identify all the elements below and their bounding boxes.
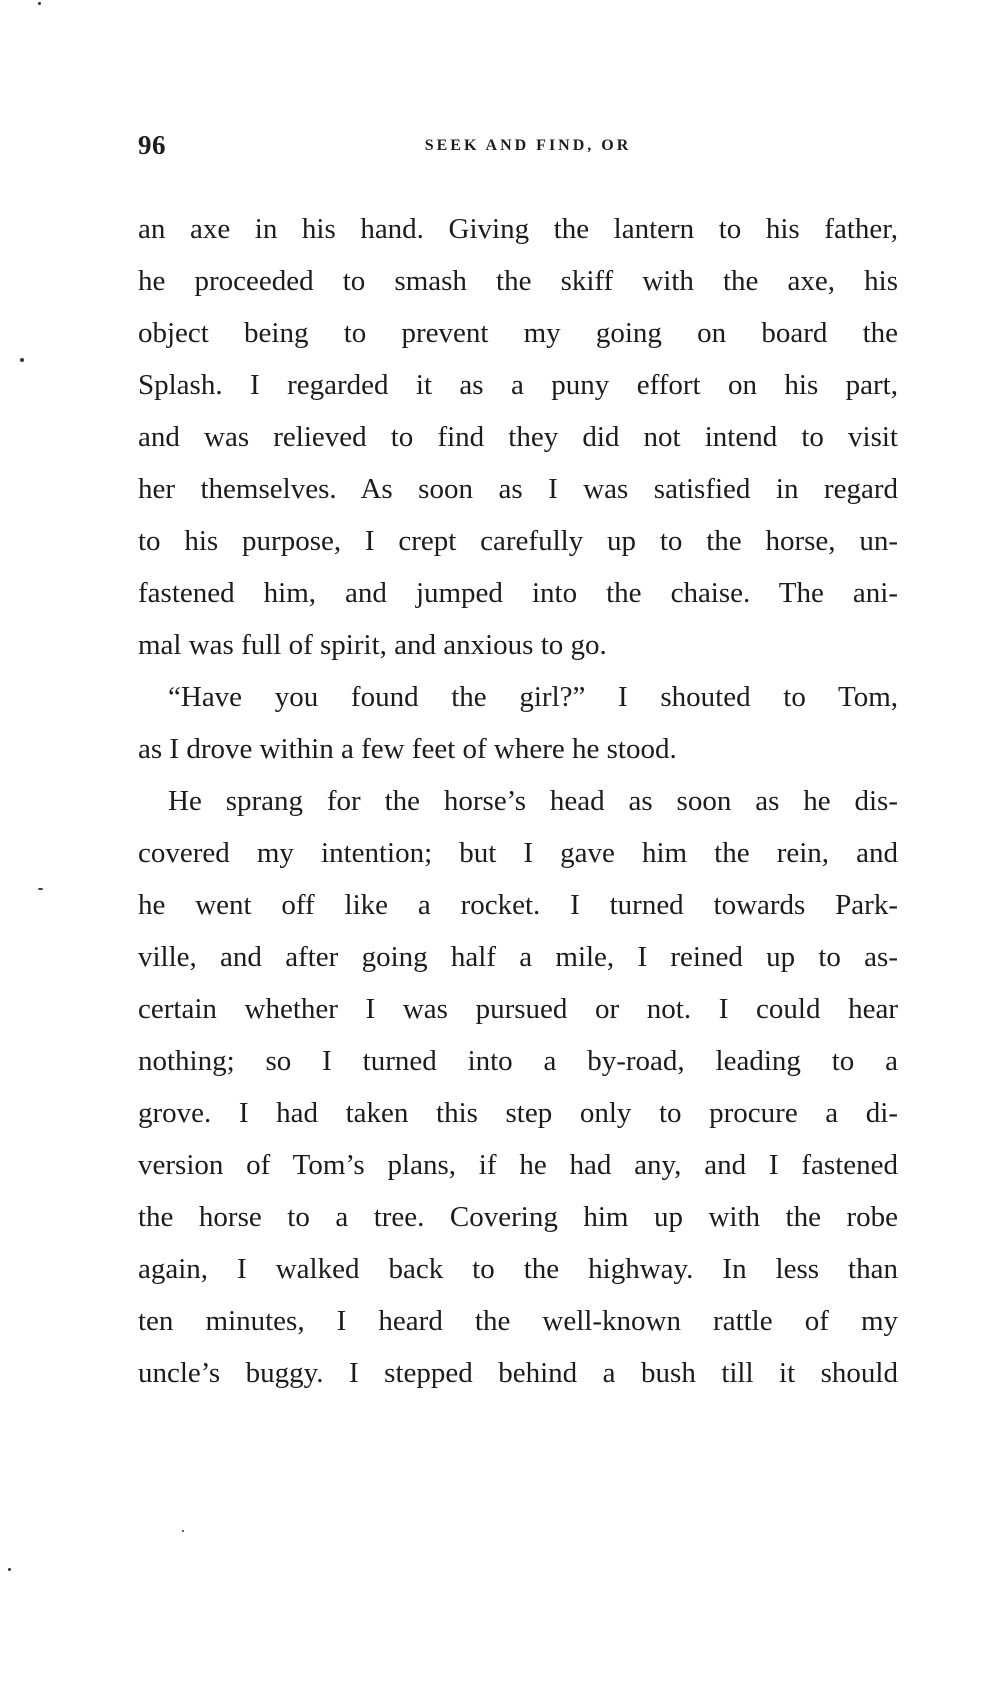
body-text — [138, 203, 898, 1399]
text-line: “Have you found the girl?” I shouted to Tom, — [168, 681, 898, 713]
text-line: ten minutes, I heard the well-known rattle of my — [138, 1305, 898, 1337]
text-line: ville, and after going half a mile, I reined up to as- — [138, 941, 898, 973]
text-line: object being to prevent my going on board the — [138, 317, 898, 349]
text-line: again, I walked back to the highway. In less than — [138, 1253, 898, 1285]
text-line: an axe in his hand. Giving the lantern to his father, — [138, 213, 898, 245]
page-number: 96 — [138, 130, 166, 160]
page-header — [138, 130, 898, 170]
running-head: SEEK AND FIND, OR — [424, 137, 632, 154]
text-line: her themselves. As soon as I was satisfied in regard — [138, 473, 898, 505]
text-line: grove. I had taken this step only to procure a di- — [138, 1097, 898, 1129]
scan-speck — [20, 358, 24, 362]
text-line: fastened him, and jumped into the chaise. The ani- — [138, 577, 898, 609]
text-line: and was relieved to find they did not intend to visit — [138, 421, 898, 453]
scan-speck — [38, 888, 43, 890]
paragraph-3 — [138, 775, 898, 1399]
text-line: covered my intention; but I gave him the rein, and — [138, 837, 898, 869]
paragraph-2 — [138, 671, 898, 775]
text-line: certain whether I was pursued or not. I could hear — [138, 993, 898, 1025]
text-line: the horse to a tree. Covering him up with the robe — [138, 1201, 898, 1233]
text-line: uncle’s buggy. I stepped behind a bush till it should — [138, 1357, 898, 1389]
text-line: He sprang for the horse’s head as soon as he dis- — [168, 785, 898, 817]
text-line: to his purpose, I crept carefully up to the horse, un- — [138, 525, 898, 557]
scan-speck — [38, 2, 41, 5]
text-line: he went off like a rocket. I turned towards Park- — [138, 889, 898, 921]
scan-speck — [182, 1530, 184, 1532]
text-line: as I drove within a few feet of where he stood. — [138, 733, 677, 765]
text-line: Splash. I regarded it as a puny effort on his part, — [138, 369, 898, 401]
text-line: version of Tom’s plans, if he had any, and I fastened — [138, 1149, 898, 1181]
scan-speck — [8, 1568, 11, 1571]
text-line: mal was full of spirit, and anxious to go. — [138, 629, 607, 661]
text-line: he proceeded to smash the skiff with the axe, his — [138, 265, 898, 297]
paragraph-1 — [138, 203, 898, 671]
text-line: nothing; so I turned into a by-road, leading to a — [138, 1045, 898, 1077]
